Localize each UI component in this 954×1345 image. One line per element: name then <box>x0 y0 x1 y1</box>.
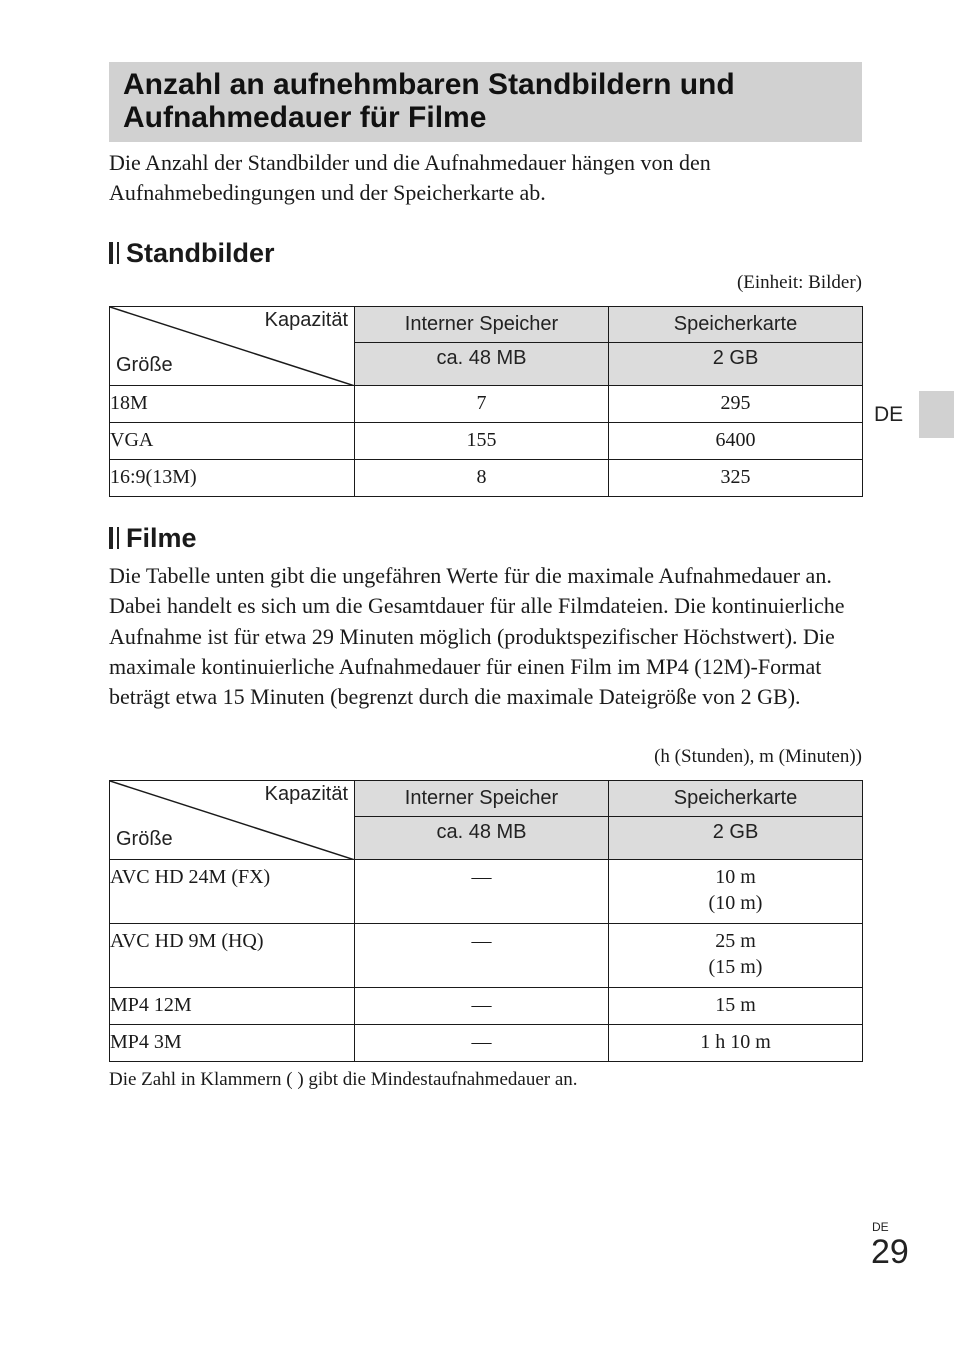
stills-unit-note: (Einheit: Bilder) <box>736 272 862 293</box>
page-number: 29 <box>871 1233 909 1271</box>
card-duration: 25 m <box>715 930 756 952</box>
page-title: Anzahl an aufnehmbaren Standbildern und Aufnahmedauer für Filme <box>123 68 735 134</box>
table-row <box>110 924 863 988</box>
internal-value: 7 <box>355 386 609 423</box>
movies-corner-header <box>110 781 355 860</box>
capacity-label: Kapazität <box>264 309 348 331</box>
card-value <box>609 924 863 988</box>
row-label: 18M <box>110 386 355 423</box>
internal-value: 8 <box>355 460 609 497</box>
card-value: 325 <box>609 460 863 497</box>
movies-unit-note: (h (Stunden), m (Minuten)) <box>654 746 862 767</box>
card-value <box>609 860 863 924</box>
stills-corner-header <box>110 307 355 386</box>
movies-paragraph: Die Tabelle unten gibt die ungefähren Werte für die maximale Aufnahmedauer an. Dabei handelt es sich um die Gesamtdauer für alle Filmdateien. Die kontinuierliche Aufnahme ist für etwa 29 Minuten möglich (produktspezifischer Höchstwert). Die maximale kontinuierliche Aufnahmedauer für einen Film im MP4 (12M)-Format beträgt etwa 15 Minuten (begrenzt durch die maximale Dateigröße von 2 GB). <box>109 563 845 710</box>
internal-capacity: ca. 48 MB <box>355 343 609 386</box>
row-label: MP4 12M <box>110 988 355 1025</box>
internal-capacity: ca. 48 MB <box>355 817 609 860</box>
row-label: AVC HD 24M (FX) <box>110 860 355 924</box>
size-label: Größe <box>116 828 173 850</box>
row-label: VGA <box>110 423 355 460</box>
table-row <box>110 1025 863 1062</box>
internal-value: — <box>355 988 609 1025</box>
card-min-duration: (15 m) <box>708 956 763 978</box>
row-label: 16:9(13M) <box>110 460 355 497</box>
memory-card-header: Speicherkarte <box>609 307 863 343</box>
internal-value: — <box>355 924 609 988</box>
footer-language: DE <box>872 1220 889 1234</box>
stills-table <box>109 306 863 497</box>
table-row <box>110 386 863 423</box>
section-heading-stills <box>109 237 275 269</box>
memory-card-header: Speicherkarte <box>609 781 863 817</box>
footnote: Die Zahl in Klammern ( ) gibt die Mindestaufnahmedauer an. <box>109 1069 578 1090</box>
card-value: 15 m <box>609 988 863 1025</box>
row-label: AVC HD 9M (HQ) <box>110 924 355 988</box>
row-label: MP4 3M <box>110 1025 355 1062</box>
capacity-label: Kapazität <box>264 783 348 805</box>
card-duration: 10 m <box>715 866 756 888</box>
page-title-box <box>109 62 862 142</box>
table-row <box>110 860 863 924</box>
card-value: 1 h 10 m <box>609 1025 863 1062</box>
language-side-tab <box>919 391 954 438</box>
internal-value: — <box>355 860 609 924</box>
card-value: 6400 <box>609 423 863 460</box>
internal-value: 155 <box>355 423 609 460</box>
movies-table <box>109 780 863 1062</box>
card-value: 295 <box>609 386 863 423</box>
section-marker-icon <box>109 527 119 549</box>
language-side-label: DE <box>874 403 904 426</box>
section-heading-stills-text: Standbilder <box>126 238 275 268</box>
internal-memory-header: Interner Speicher <box>355 781 609 817</box>
section-heading-movies <box>109 522 197 554</box>
section-marker-icon <box>109 242 119 264</box>
table-row <box>110 423 863 460</box>
table-row <box>110 460 863 497</box>
section-heading-movies-text: Filme <box>126 523 197 553</box>
internal-value: — <box>355 1025 609 1062</box>
table-row <box>110 988 863 1025</box>
card-capacity: 2 GB <box>609 817 863 860</box>
card-min-duration: (10 m) <box>708 892 763 914</box>
internal-memory-header: Interner Speicher <box>355 307 609 343</box>
card-capacity: 2 GB <box>609 343 863 386</box>
size-label: Größe <box>116 354 173 376</box>
intro-paragraph: Die Anzahl der Standbilder und die Aufnahmedauer hängen von den Aufnahmebedingungen und der Speicherkarte ab. <box>109 150 711 206</box>
